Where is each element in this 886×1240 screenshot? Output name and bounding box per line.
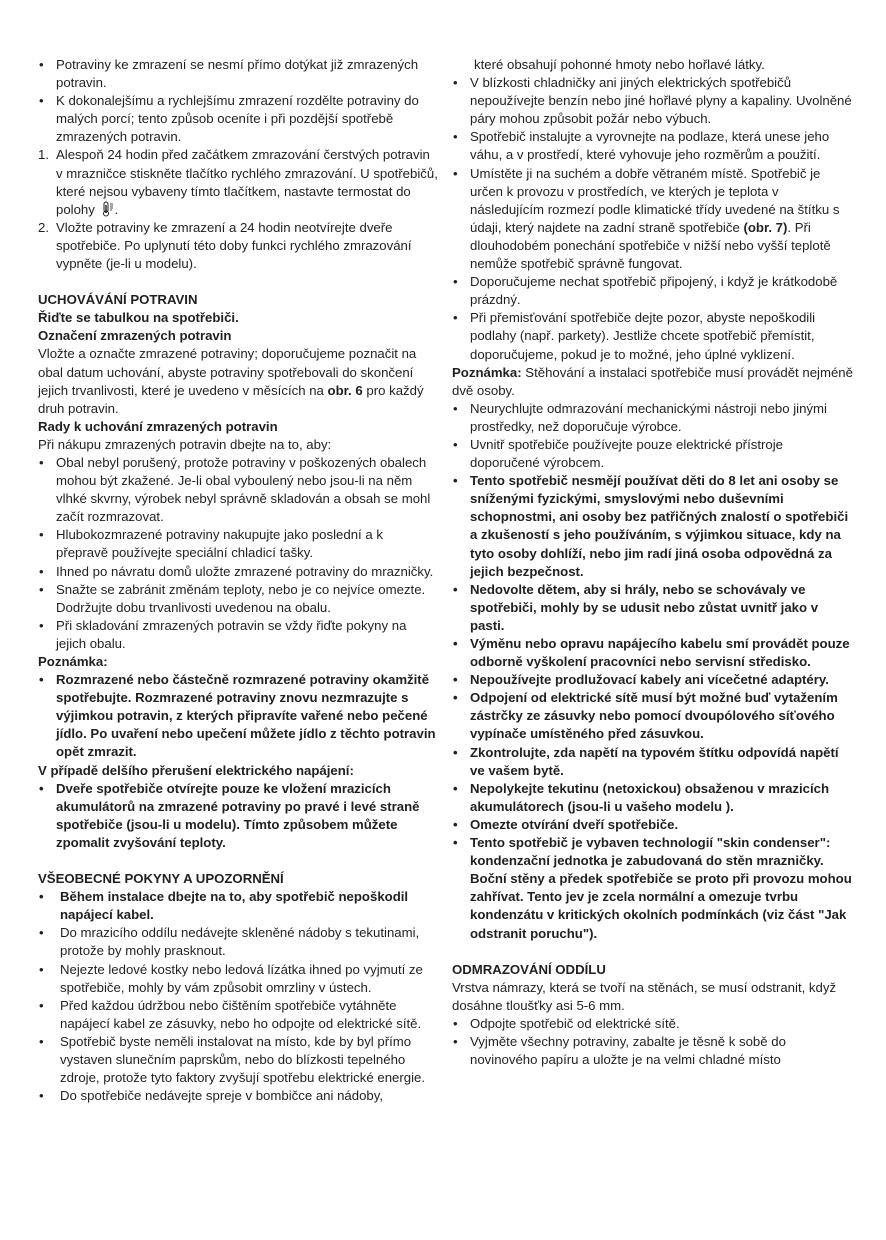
defrost-bullet-list [452, 1015, 854, 1069]
figure-7-reference: (obr. 7) [743, 219, 788, 235]
list-item: • Nejezte ledové kostky nebo ledová lízátka ihned po vyjmutí ze spotřebiče, mohly by vám způsobit omrzliny v ústech. [38, 961, 438, 997]
list-item: • Snažte se zabránit změnám teploty, nebo je co nejvíce omezte. Dodržujte dobu trvanlivosti uvedenou na obalu. [38, 581, 438, 617]
general-bullet-list [38, 888, 438, 1105]
step-text: Vložte potraviny ke zmrazení a 24 hodin neotvírejte dveře spotřebiče. Po uplynutí této doby funkci rychlého zmrazování vypněte (je-li u modelu). [56, 219, 412, 272]
left-column [38, 56, 438, 1105]
step-text: Alespoň 24 hodin před začátkem zmrazování čerstvých potravin v mrazničce stiskněte tlačítko rychlého zmrazování. U spotřebičů, které nejsou vybaveny tímto tlačítkem, nastavte termostat do polohy [56, 147, 438, 217]
list-item: • Doporučujeme nechat spotřebič připojený, i když je krátkodobě prázdný. [452, 273, 854, 309]
defrost-heading: ODMRAZOVÁNÍ ODDÍLU [452, 961, 606, 977]
list-item: • Před každou údržbou nebo čištěním spotřebiče vytáhněte napájecí kabel ze zásuvky, nebo ho odpojte od elektrické sítě. [38, 997, 438, 1033]
general-heading: VŠEOBECNÉ POKYNY A UPOZORNĚNÍ [38, 871, 284, 887]
list-item: • Při skladování zmrazených potravin se vždy řiďte pokyny na jejich obalu. [38, 617, 438, 653]
list-item: • Rozmrazené nebo částečně rozmrazené potraviny okamžitě spotřebujte. Rozmrazené potraviny znovu nezmrazujte s výjimkou potravin, z kterých připravíte vařené nebo pečené jídlo. Po uvaření nebo upečení můžete jídlo z těchto potravin opět zmrazit. [38, 671, 438, 761]
list-item: • Neurychlujte odmrazování mechanickými nástroji nebo jinými prostředky, než doporučuje výrobce. [452, 400, 854, 436]
marking-text: Vložte a označte zmrazené potraviny; doporučujeme poznačit na obal datum uchování, abyste potraviny spotřebovali do skončení jejich trvanlivosti, které je uvedeno v měsících na [38, 346, 417, 398]
list-item: • Spotřebič instalujte a vyrovnejte na podlaze, která unese jeho váhu, a v prostředí, které vyhovuje jeho rozměrům a použití. [452, 128, 854, 164]
advice-intro: Při nákupu zmrazených potravin dbejte na to, aby: [38, 436, 332, 452]
note-bullet-list [38, 671, 438, 761]
advice-heading: Rady k uchování zmrazených potravin [38, 418, 278, 434]
list-item: • V blízkosti chladničky ani jiných elektrických spotřebičů nepoužívejte benzín nebo jiné hořlavé plyny a kapaliny. Uvolněné páry mohou způsobit požár nebo výbuch. [452, 74, 854, 128]
list-item: • Výměnu nebo opravu napájecího kabelu smí provádět pouze odborně vyškolení pracovníci nebo servisní středisko. [452, 635, 854, 671]
step-item [38, 219, 438, 273]
right-column [452, 56, 854, 1069]
list-item: • Do mrazicího oddílu nedávejte skleněné nádoby s tekutinami, protože by mohly prasknout. [38, 924, 438, 960]
step-number: 1. [38, 147, 49, 163]
freezing-steps [38, 146, 438, 273]
marking-paragraph [38, 345, 438, 417]
thermostat-max-icon [99, 201, 115, 217]
list-item: • Nepolykejte tekutinu (netoxickou) obsaženou v mrazicích akumulátorech (jsou-li u vašeho modelu ). [452, 780, 854, 816]
list-item: • Obal nebyl porušený, protože potraviny v poškozených obalech mohou být zkažené. Je-li obal vyboulený nebo jsou-li na něm vlhké skvrny, výrobek nebyl správně skladován a obsah se mohl začít rozmrazovat. [38, 454, 438, 526]
storage-subheading: Řiďte se tabulkou na spotřebiči. [38, 310, 239, 326]
list-item: • Spotřebič byste neměli instalovat na místo, kde by byl přímo vystaven slunečním paprskům, nebo do blízkosti tepelného zdroje, protože tyto faktory zvyšují spotřebu elektrické energie. [38, 1033, 438, 1087]
list-item: • Hlubokozmrazené potraviny nakupujte jako poslední a k přepravě používejte speciální chladicí tašky. [38, 526, 438, 562]
defrost-paragraph: Vrstva námrazy, která se tvoří na stěnách, se musí odstranit, když dosáhne tloušťky asi 5-6 mm. [452, 979, 837, 1013]
list-item: • Při přemisťování spotřebiče dejte pozor, abyste nepoškodili podlahy (např. parkety). Jestliže chcete spotřebič přemístit, doporučujeme, pokud je to možné, jeho úplné vyklizení. [452, 309, 854, 363]
list-item: • Nedovolte dětem, aby si hrály, nebo se schovávaly ve spotřebiči, mohly by se udusit nebo zůstat uvnitř jako v pasti. [452, 581, 854, 635]
list-item: • Během instalace dbejte na to, aby spotřebič nepoškodil napájecí kabel. [38, 888, 438, 924]
list-item: • Umístěte ji na suchém a dobře větraném místě. Spotřebič je určen k provozu v prostředích, ve kterých je teplota v následujícím rozmezí podle klimatické třídy uvedené na štítku s údaji, který najdete na zadní straně spotřebiče (obr. 7). Při dlouhodobém ponechání spotřebiče v nižší nebo vyšší teplotě nemůže spotřebič správně fungovat. [452, 165, 854, 274]
step-item [38, 146, 438, 218]
figure-6-reference: obr. 6 [327, 382, 363, 398]
storage-heading: UCHOVÁVÁNÍ POTRAVIN [38, 292, 198, 308]
list-item: • Uvnitř spotřebiče používejte pouze elektrické přístroje doporučené výrobcem. [452, 436, 854, 472]
list-item: • Do spotřebiče nedávejte spreje v bombičce ani nádoby, [38, 1087, 438, 1105]
list-item: • Zkontrolujte, zda napětí na typovém štítku odpovídá napětí ve vašem bytě. [452, 744, 854, 780]
list-item: • Odpojte spotřebič od elektrické sítě. [452, 1015, 854, 1033]
advice-bullet-list [38, 454, 438, 653]
marking-text-end: pro každý druh potravin. [38, 382, 424, 416]
list-item: • Omezte otvírání dveří spotřebiče. [452, 816, 854, 834]
step-text-end: . [114, 201, 119, 217]
list-item: • Tento spotřebič nesmějí používat děti do 8 let ani osoby se sníženými fyzickými, smyslovými nebo duševními schopnostmi, ani osoby bez patřičných znalostí o spotřebiči a zkušeností s jeho používáním, s výjimkou situace, kdy na tyto osoby dohlíží, nebo jim radí jiná osoba odpovědná za jejich bezpečnost. [452, 472, 854, 581]
list-item: • Vyjměte všechny potraviny, zabalte je těsně k sobě do novinového papíru a uložte je na velmi chladné místo [452, 1033, 854, 1069]
list-item: • Ihned po návratu domů uložte zmrazené potraviny do mrazničky. [38, 563, 438, 581]
list-item: • K dokonalejšímu a rychlejšímu zmrazení rozdělte potraviny do malých porcí; tento způsob oceníte i při pozdější spotřebě zmrazených potravin. [38, 92, 438, 146]
note-paragraph [452, 364, 854, 400]
warnings-bullet-list [452, 400, 854, 943]
power-outage-heading: V případě delšího přerušení elektrického napájení: [38, 762, 354, 778]
note-text: Stěhování a instalaci spotřebiče musí provádět nejméně dvě osoby. [452, 364, 853, 398]
intro-bullet-list [38, 56, 438, 146]
list-item: • Odpojení od elektrické sítě musí být možné buď vytažením zástrčky ze zásuvky nebo pomocí dvoupólového síťového vypínače umístěného před zásuvkou. [452, 689, 854, 743]
list-item: • Potraviny ke zmrazení se nesmí přímo dotýkat již zmrazených potravin. [38, 56, 438, 92]
list-item: • Dveře spotřebiče otvírejte pouze ke vložení mrazicích akumulátorů na zmrazené potraviny po pravé i levé straně spotřebiče (jsou-li u modelu). Tímto způsobem můžete zpomalit zvyšování teploty. [38, 780, 438, 852]
list-item: • Nepoužívejte prodlužovací kabely ani vícečetné adaptéry. [452, 671, 854, 689]
note-label: Poznámka: [38, 654, 108, 669]
list-item: • Tento spotřebič je vybaven technologií "skin condenser": kondenzační jednotka je zabudovaná do stěn mrazničky. Boční stěny a předek spotřebiče se proto při provozu mohou zahřívat. Tento jev je zcela normální a omezuje tvrbu kondenzátu v kritických okolních podmínkách (viz část "Jak odstranit poruchu"). [452, 834, 854, 943]
continued-text: které obsahují pohonné hmoty nebo hořlavé látky. [474, 57, 765, 72]
step-number: 2. [38, 219, 49, 235]
note-label: Poznámka: [452, 364, 522, 380]
safety-bullet-list [452, 56, 854, 364]
power-outage-bullet-list [38, 780, 438, 852]
marking-heading: Označení zmrazených potravin [38, 328, 232, 344]
